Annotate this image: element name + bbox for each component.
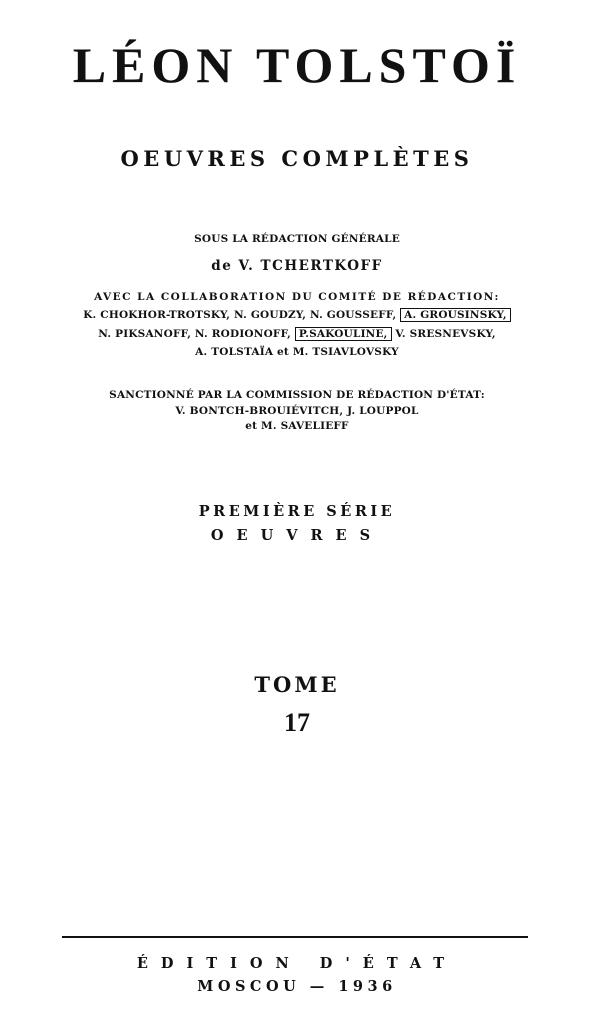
author-name: LÉON TOLSTOÏ [72,37,522,93]
publisher: ÉDITION D'ÉTAT [136,955,458,972]
boxed-name: P.SAKOULINE, [295,327,392,341]
committee-row-2 [0,328,594,340]
editorial-line: SOUS LA RÉDACTION GÉNÉRALE [194,233,400,245]
boxed-name: A. GROUSINSKY, [400,308,511,322]
sanction-names-2: et M. SAVELIEFF [245,420,349,432]
series-part-subtitle: OEUVRES [210,527,384,544]
tome-label: TOME [254,672,340,697]
city-year: MOSCOU — 1936 [197,978,397,995]
series-title: OEUVRES COMPLÈTES [120,146,474,171]
committee-row-1 [0,309,594,321]
committee-names: K. CHOKHOR-TROTSKY, N. GOUDZY, N. GOUSSEFF, [83,309,397,321]
committee-names: V. SRESNEVSKY, [395,328,496,340]
committee-heading: AVEC LA COLLABORATION DU COMITÉ DE RÉDACTION: [94,291,500,303]
sanction-names: V. BONTCH-BROUIÉVITCH, J. LOUPPOL [175,405,419,417]
chief-editor: de V. TCHERTKOFF [211,258,383,274]
tome-number: 17 [284,708,310,737]
horizontal-rule [62,936,528,938]
committee-row-3: A. TOLSTAÏA et M. TSIAVLOVSKY [195,346,399,358]
committee-names: N. PIKSANOFF, N. RODIONOFF, [98,328,292,340]
sanction-heading: SANCTIONNÉ PAR LA COMMISSION DE RÉDACTION D'ÉTAT: [109,389,485,401]
series-part-label: PREMIÈRE SÉRIE [198,503,396,520]
